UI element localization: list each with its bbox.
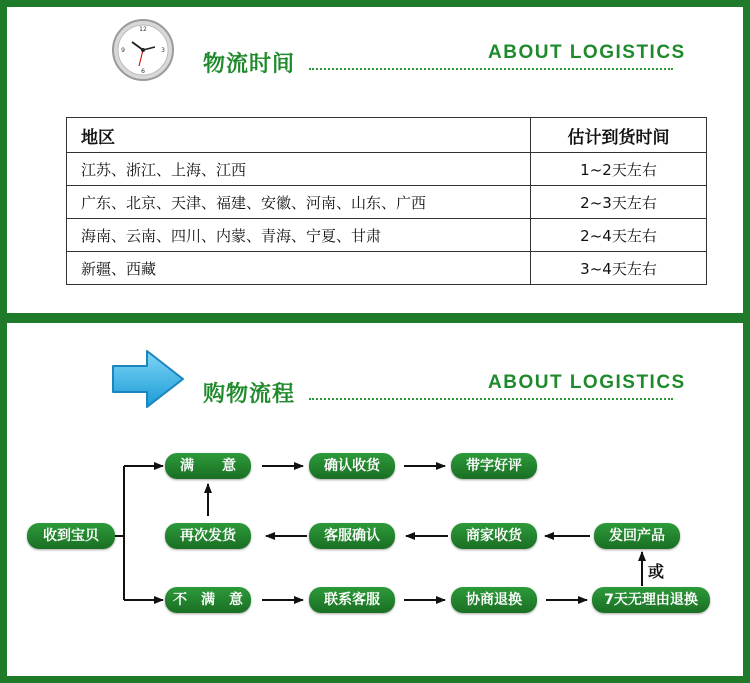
resend-node: 再次发货 (165, 523, 251, 549)
unsatisfied-node: 不 满 意 (165, 587, 251, 613)
region-cell: 广东、北京、天津、福建、安徽、河南、山东、广西 (67, 186, 531, 219)
region-cell: 江苏、浙江、上海、江西 (67, 153, 531, 186)
eta-cell: 2~3天左右 (531, 186, 707, 219)
eta-cell: 2~4天左右 (531, 219, 707, 252)
section-subtitle: ABOUT LOGISTICS (488, 42, 686, 63)
column-header-region: 地区 (67, 118, 531, 153)
region-cell: 海南、云南、四川、内蒙、青海、宁夏、甘肃 (67, 219, 531, 252)
column-header-eta: 估计到货时间 (531, 118, 707, 153)
region-cell: 新疆、西藏 (67, 252, 531, 285)
return-product-node: 发回产品 (594, 523, 680, 549)
confirm-receipt-node: 确认收货 (309, 453, 395, 479)
contact-cs-node: 联系客服 (309, 587, 395, 613)
svg-text:3: 3 (161, 47, 165, 54)
cs-confirm-node: 客服确认 (309, 523, 395, 549)
section-subtitle: ABOUT LOGISTICS (488, 372, 686, 393)
receive-item-node: 收到宝贝 (27, 523, 115, 549)
svg-text:6: 6 (141, 68, 145, 75)
section-title: 购物流程 (203, 382, 296, 407)
eta-cell: 3~4天左右 (531, 252, 707, 285)
review-node: 带字好评 (451, 453, 537, 479)
svg-text:9: 9 (121, 47, 125, 54)
svg-text:12: 12 (139, 26, 147, 33)
section-title: 物流时间 (203, 52, 296, 77)
or-label: 或 (648, 562, 665, 581)
eta-cell: 1~2天左右 (531, 153, 707, 186)
seven-day-return-node: 7天无理由退换 (592, 587, 710, 613)
satisfied-node: 满 意 (165, 453, 251, 479)
negotiate-return-node: 协商退换 (451, 587, 537, 613)
merchant-receive-node: 商家收货 (451, 523, 537, 549)
